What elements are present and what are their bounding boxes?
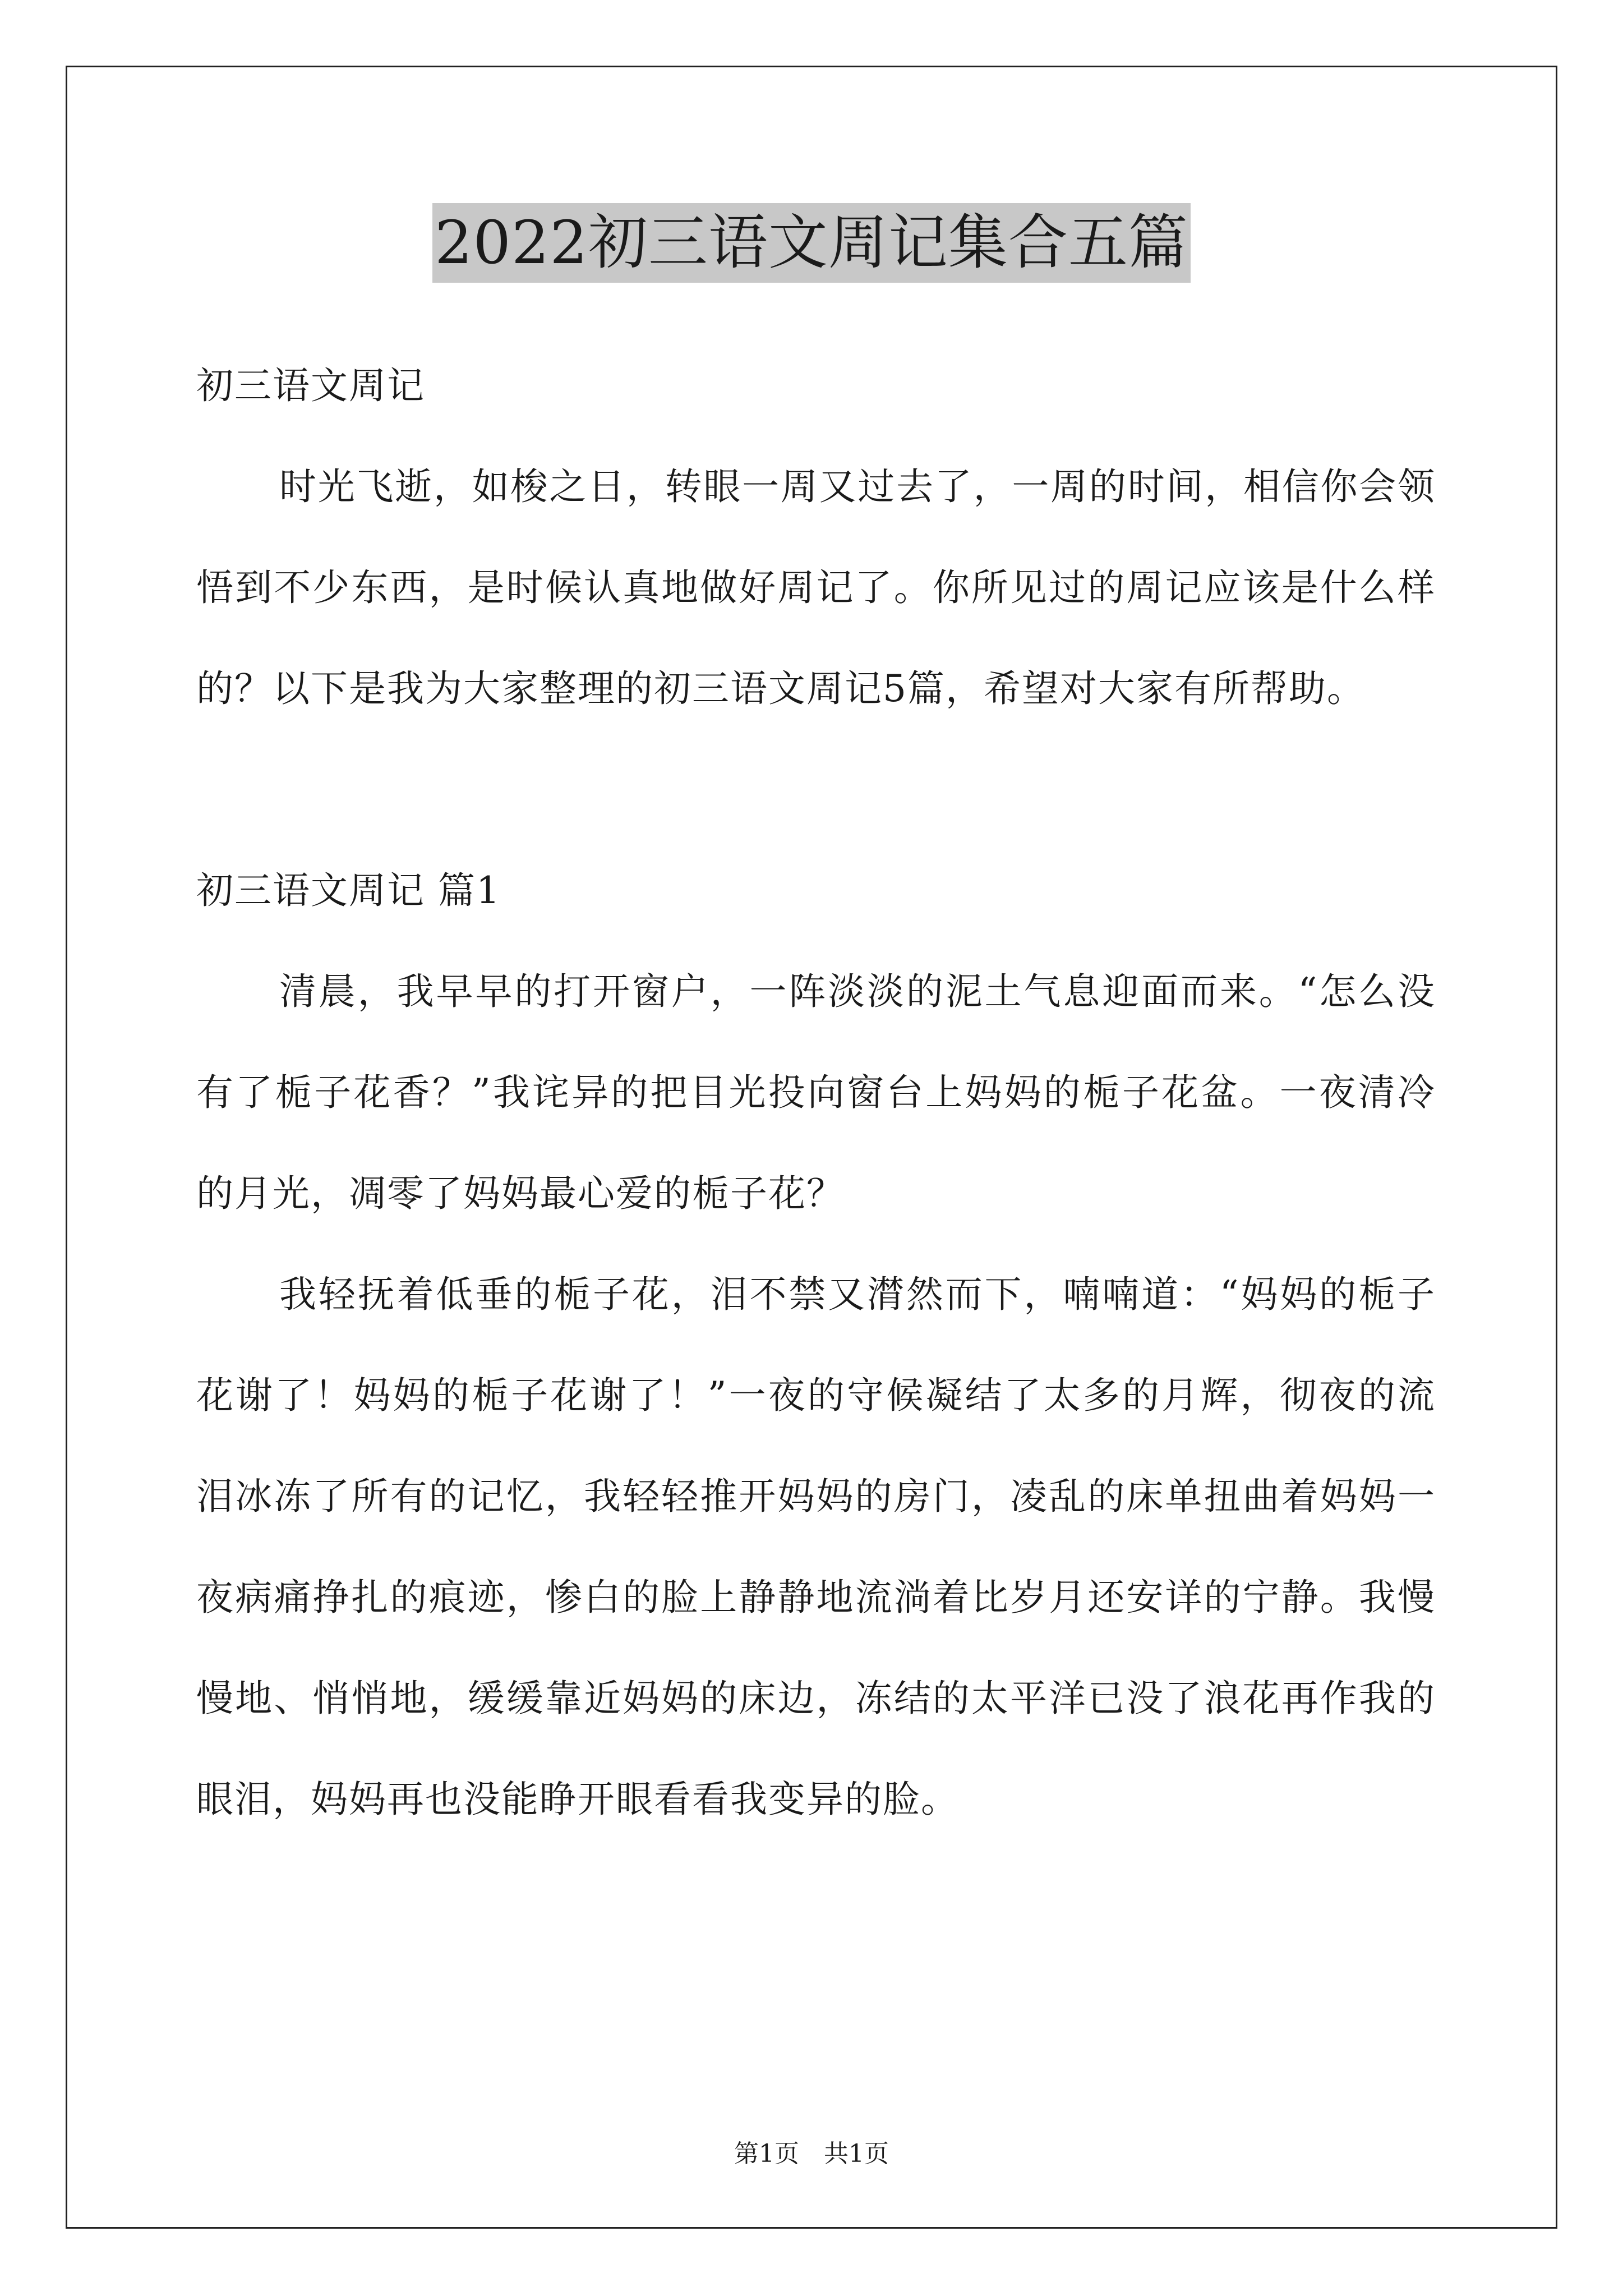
intro-paragraph: 时光飞逝，如梭之日，转眼一周又过去了，一周的时间，相信你会领悟到不少东西，是时候认真地做好周记了。你所见过的周记应该是什么样的？以下是我为大家整理的初三语文周记5篇，希望对大家有所帮助。 [196, 465, 1436, 710]
document-title: 2022初三语文周记集合五篇 [432, 203, 1191, 283]
title-container [0, 203, 1623, 283]
intro-heading: 初三语文周记 [196, 364, 425, 407]
section-heading: 初三语文周记 篇1 [196, 869, 501, 912]
body-paragraph: 我轻抚着低垂的栀子花，泪不禁又潸然而下，喃喃道：“妈妈的栀子花谢了！妈妈的栀子花谢了！”一夜的守候凝结了太多的月辉，彻夜的流泪冰冻了所有的记忆，我轻轻推开妈妈的房门，凌乱的床单扭曲着妈妈一夜病痛挣扎的痕迹，惨白的脸上静静地流淌着比岁月还安详的宁静。我慢慢地、悄悄地，缓缓靠近妈妈的床边，冻结的太平洋已没了浪花再作我的眼泪，妈妈再也没能睁开眼看看我变异的脸。 [196, 1273, 1436, 1821]
page-footer [0, 2137, 1623, 2171]
document-body [196, 335, 1436, 1850]
body-paragraph: 清晨，我早早的打开窗户，一阵淡淡的泥土气息迎面而来。“怎么没有了栀子花香？”我诧异的把目光投向窗台上妈妈的栀子花盆。一夜清冷的月光，凋零了妈妈最心爱的栀子花？ [196, 970, 1436, 1215]
page-number: 第1页 共1页 [734, 2139, 889, 2168]
